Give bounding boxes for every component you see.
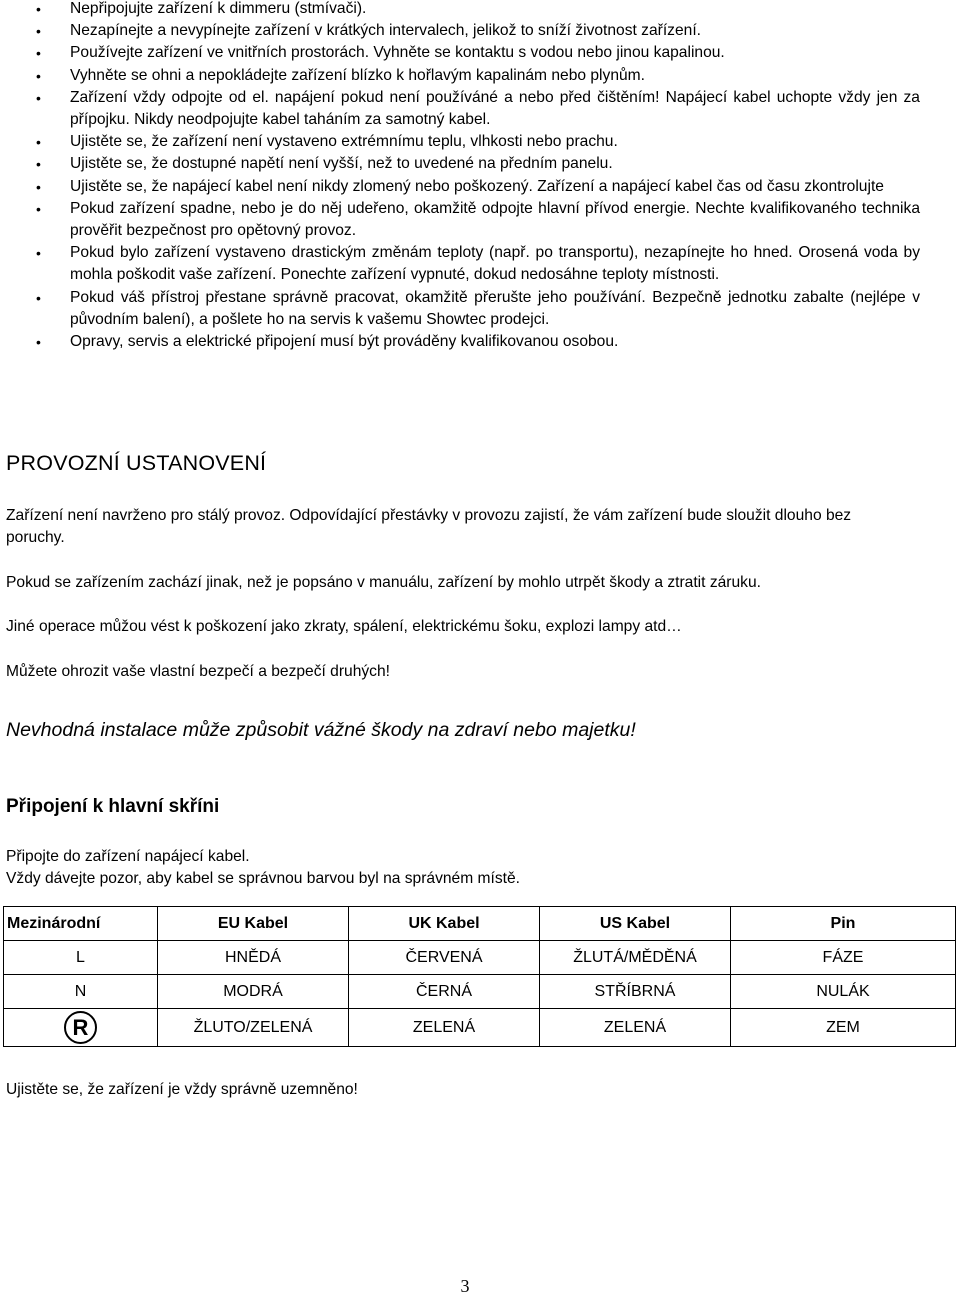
safety-item: • Opravy, servis a elektrické připojení musí být prováděny kvalifikovanou osobou.	[0, 331, 960, 353]
operating-paragraph-3: Jiné operace můžou vést k poškození jako zkraty, spálení, elektrickému šoku, explozi lampy atd…	[6, 618, 682, 635]
safety-item: • Pokud bylo zařízení vystaveno drastickým změnám teploty (např. po transportu), nezapínejte ho hned. Orosená voda by mohla poškodit vaše zařízení. Ponechte zařízení vypnuté, dokud nedosáhne teploty místnosti.	[0, 242, 960, 286]
ground-note: Ujistěte se, že zařízení je vždy správně uzemněno!	[6, 1081, 358, 1098]
operating-paragraph-2: Pokud se zařízením zachází jinak, než je popsáno v manuálu, zařízení by mohlo utrpět škody a ztratit záruku.	[6, 574, 761, 591]
operating-paragraph-1: Zařízení není navrženo pro stálý provoz. Odpovídající přestávky v provozu zajistí, že vám zařízení bude sloužit dlouho bez poruchy.	[6, 507, 852, 547]
table-row	[4, 1009, 956, 1047]
ground-symbol-icon: R	[64, 1011, 97, 1044]
safety-item: • Pokud váš přístroj přestane správně pracovat, okamžitě přerušte jeho používání. Bezpečně jednotku zabalte (nejlépe v původním balení), a pošlete ho na servis k vašemu Showtec prodejci.	[0, 287, 960, 331]
header-eu-cable: EU Kabel	[158, 907, 349, 941]
table-header-row	[4, 907, 956, 941]
header-uk-cable: UK Kabel	[349, 907, 540, 941]
table-cell: HNĚDÁ	[158, 941, 349, 975]
safety-item: • Ujistěte se, že zařízení není vystaveno extrémnímu teplu, vlhkosti nebo prachu.	[0, 131, 960, 153]
safety-item: • Pokud zařízení spadne, nebo je do něj udeřeno, okamžitě odpojte hlavní přívod energie. Nechte kvalifikovaného technika prověřit bezpečnost pro opětovný provoz.	[0, 198, 960, 242]
table-cell: ŽLUTO/ZELENÁ	[158, 1009, 349, 1047]
table-row	[4, 941, 956, 975]
header-international: Mezinárodní	[4, 907, 158, 941]
table-cell: N	[4, 975, 158, 1009]
table-cell: ZELENÁ	[540, 1009, 731, 1047]
table-cell: ZELENÁ	[349, 1009, 540, 1047]
table-row	[4, 975, 956, 1009]
safety-item: • Ujistěte se, že dostupné napětí není vyšší, než to uvedené na předním panelu.	[0, 153, 960, 175]
table-cell: MODRÁ	[158, 975, 349, 1009]
header-us-cable: US Kabel	[540, 907, 731, 941]
table-cell: FÁZE	[731, 941, 956, 975]
safety-item: • Nepřipojujte zařízení k dimmeru (stmívači).	[0, 0, 960, 20]
wiring-table	[3, 906, 956, 1047]
table-cell: ŽLUTÁ/MĚDĚNÁ	[540, 941, 731, 975]
safety-list	[0, 0, 960, 353]
page-number: 3	[460, 1276, 470, 1296]
mains-line-2: Vždy dávejte pozor, aby kabel se správnou barvou byl na správném místě.	[6, 870, 521, 887]
safety-item: • Nezapínejte a nevypínejte zařízení v krátkých intervalech, jelikož to sníží životnost zařízení.	[0, 20, 960, 42]
header-pin: Pin	[731, 907, 956, 941]
table-cell: ČERNÁ	[349, 975, 540, 1009]
operating-paragraph-4: Můžete ohrozit vaše vlastní bezpečí a bezpečí druhých!	[6, 663, 390, 680]
operating-heading: PROVOZNÍ USTANOVENÍ	[6, 451, 267, 475]
table-cell: ČERVENÁ	[349, 941, 540, 975]
table-cell	[4, 1009, 158, 1047]
table-cell: ZEM	[731, 1009, 956, 1047]
mains-heading: Připojení k hlavní skříni	[6, 796, 220, 817]
table-cell: NULÁK	[731, 975, 956, 1009]
safety-item: • Zařízení vždy odpojte od el. napájení pokud není používáné a nebo před čištěním! Napájecí kabel uchopte vždy jen za přípojku. Nikdy neodpojujte kabel taháním za samotný kabel.	[0, 87, 960, 131]
safety-item: • Vyhněte se ohni a nepokládejte zařízení blízko k hořlavým kapalinám nebo plynům.	[0, 65, 960, 87]
mains-line-1: Připojte do zařízení napájecí kabel.	[6, 848, 250, 865]
safety-item: • Používejte zařízení ve vnitřních prostorách. Vyhněte se kontaktu s vodou nebo jinou kapalinou.	[0, 42, 960, 64]
installation-warning: Nevhodná instalace může způsobit vážné škody na zdraví nebo majetku!	[6, 719, 636, 741]
safety-item: • Ujistěte se, že napájecí kabel není nikdy zlomený nebo poškozený. Zařízení a napájecí kabel čas od času zkontrolujte	[0, 176, 960, 198]
table-cell: L	[4, 941, 158, 975]
table-cell: STŘÍBRNÁ	[540, 975, 731, 1009]
